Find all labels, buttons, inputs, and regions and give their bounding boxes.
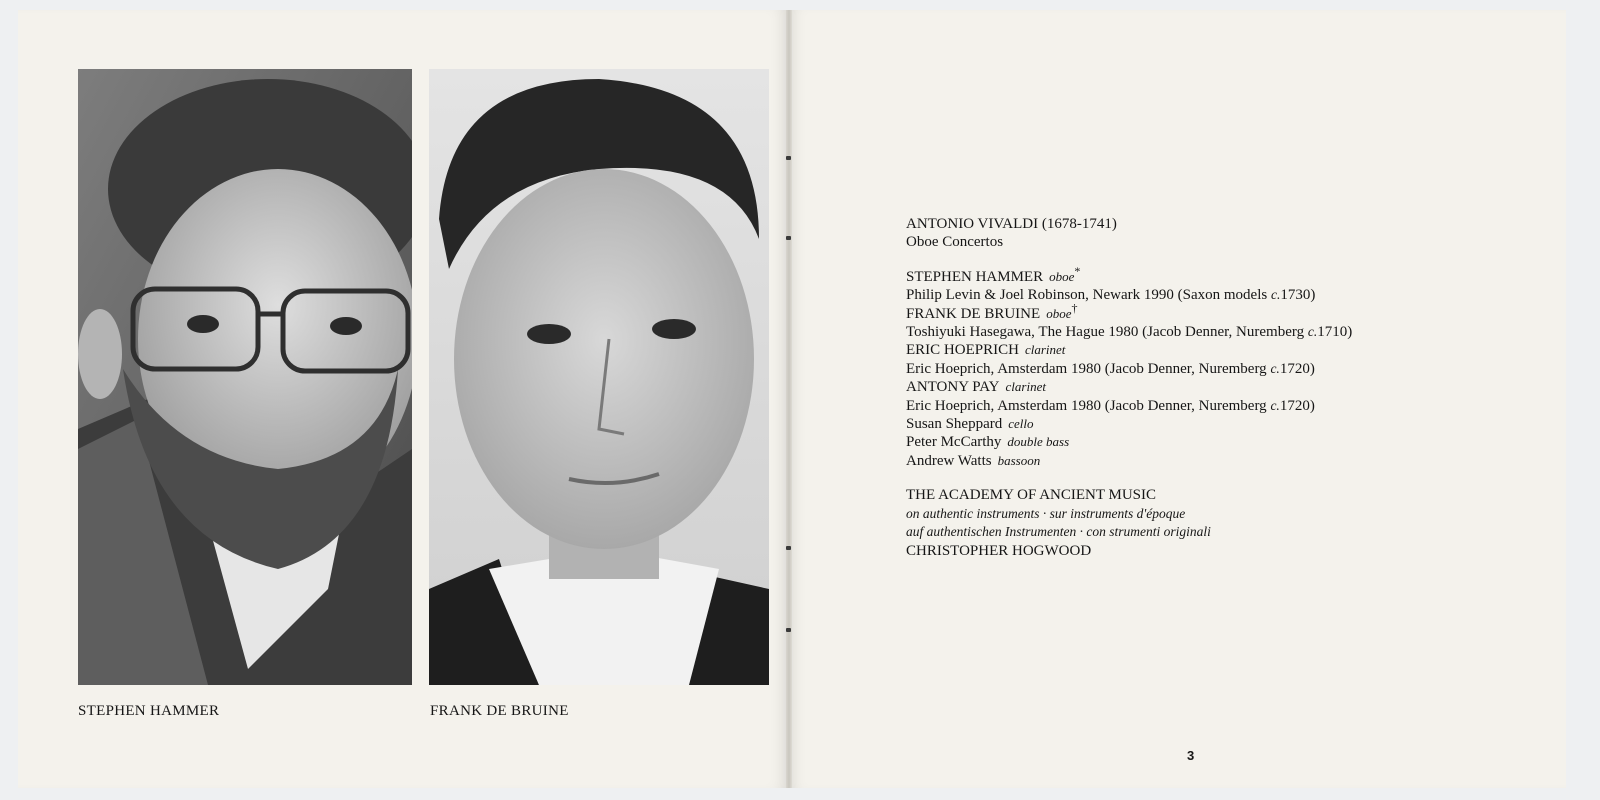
performer-name: ERIC HOEPRICH [906,342,1019,359]
staple [786,546,791,550]
player-name: Peter McCarthy [906,434,1002,451]
director-name: CHRISTOPHER HOGWOOD [906,542,1092,559]
staple [786,628,791,632]
player-name: Susan Sheppard [906,416,1003,433]
booklet-spine [786,10,792,788]
photo-caption: STEPHEN HAMMER [78,703,220,719]
ensemble-note: auf authentischen Instrumenten · con strumenti originali [906,524,1211,540]
performer-role: clarinet [1005,379,1046,395]
ensemble-name: THE ACADEMY OF ANCIENT MUSIC [906,487,1157,504]
composer-dates: (1678-1741) [1041,216,1117,232]
instrument-note: Philip Levin & Joel Robinson, Newark 1990 (Saxon models c.1730) [906,287,1316,304]
performer-line [906,341,1526,359]
performer-role: oboe [1049,268,1075,284]
performer-line [906,378,1526,396]
photo-caption: FRANK DE BRUINE [430,703,569,719]
player-name: Andrew Watts [906,452,992,469]
instrument-note: Toshiyuki Hasegawa, The Hague 1980 (Jacob Denner, Nuremberg c.1710) [906,324,1353,341]
composer-name: ANTONIO VIVALDI [906,216,1039,232]
ensemble-note: on authentic instruments · sur instruments d'époque [906,505,1186,521]
performer-role: oboe [1046,305,1072,321]
performer-name: FRANK DE BRUINE [906,305,1041,322]
player-line [906,433,1526,451]
player-line [906,415,1526,433]
instrument-note: Eric Hoeprich, Amsterdam 1980 (Jacob Denner, Nuremberg c.1720) [906,397,1315,414]
composer-line [906,215,1526,233]
staple [786,236,791,240]
work-title: Oboe Concertos [906,234,1004,251]
footnote-mark: * [1074,263,1081,278]
portrait-photo-stephen-hammer [78,69,412,685]
performer-name: ANTONY PAY [906,379,1000,396]
performer-line [906,263,1526,286]
credits-block [906,215,1526,560]
performer-role: clarinet [1024,342,1066,358]
performer-line [906,300,1526,323]
player-line [906,452,1526,470]
player-role: double bass [1007,434,1070,450]
footnote-mark: † [1071,300,1078,315]
instrument-note: Eric Hoeprich, Amsterdam 1980 (Jacob Denner, Nuremberg c.1720) [906,360,1315,377]
portrait-photo-frank-de-bruine [429,69,769,685]
player-role: bassoon [997,452,1041,468]
staple [786,156,791,160]
performer-name: STEPHEN HAMMER [906,268,1044,285]
player-role: cello [1008,416,1034,432]
page-number: 3 [1187,748,1195,763]
